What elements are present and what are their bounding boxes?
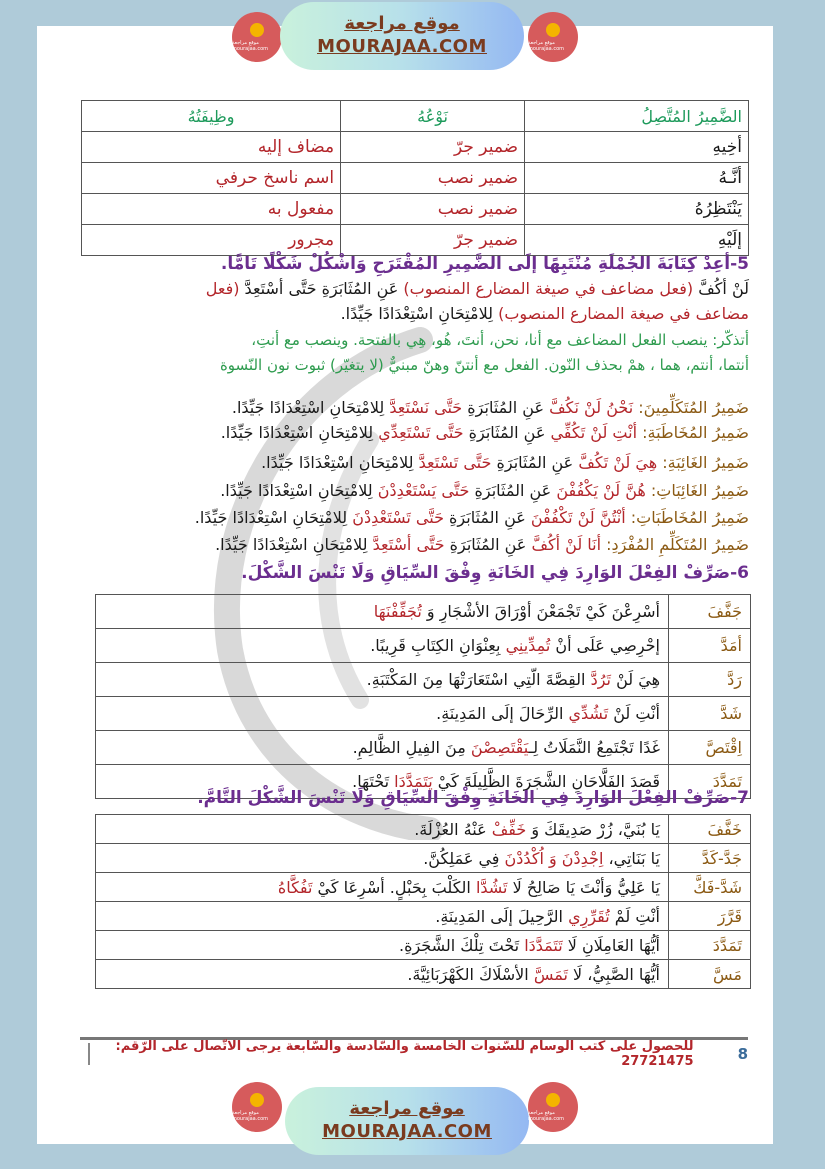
cell-sentence	[96, 844, 669, 873]
sentence-text: قَصَدَ الفَلَّاحَانِ الشَّجَرَةَ الظَّلِيلَةَ كَيْ	[432, 772, 660, 791]
cell-pronoun: أخِيهِ	[525, 132, 749, 163]
badge-text: موقع مراجعة mourajaa.com	[232, 39, 269, 52]
answer-verb: نَحْنُ لَنْ نَكُفَّ	[549, 398, 634, 417]
table-row	[96, 663, 751, 697]
exercise5-sentence-line1	[81, 278, 749, 300]
table-row	[96, 815, 751, 844]
answer-text: لِلامْتِحَانِ اسْتِعْدَادًا جَيِّدًا.	[215, 535, 373, 554]
cell-sentence	[96, 873, 669, 902]
sentence-text: أيُّهَا الصَّبِيُّ، لَا	[567, 964, 660, 984]
cell-pronoun: يَنْتَظِرُهُ	[525, 194, 749, 225]
table-row	[82, 163, 749, 194]
sentence-text: فِي عَمَلِكُنَّ.	[423, 848, 505, 868]
sentence-text: الأسْلَاكَ الكَهْرَبَائِيَّةَ.	[407, 964, 534, 984]
site-name-en: MOURAJAA.COM	[317, 36, 487, 57]
sentence-text: الكَلْبَ بِحَبْلٍ. أسْرِعَا كَيْ	[312, 877, 476, 897]
book-icon	[546, 1093, 560, 1107]
answer-verb: تَمَسَّ	[533, 964, 568, 984]
exercise6-table	[95, 594, 751, 799]
answer-label: ضَمِيرُ المُتَكَلِّمِينَ:	[633, 398, 749, 417]
reminder-line2: أنتما، أنتم، هما ، همْ بحذف النّون. الفعل مع أنتنّ وهنّ مبنيٌّ (لا يتغيّر) ثبوت نون النّسوة	[219, 356, 749, 374]
exercise6-title: 6-صَرِّفْ الفِعْلَ الوَارِدَ فِي الخَانَةِ وِفْقَ السِّيَاقِ وَلَا تَنْسَ الشَّكْلَ.	[241, 563, 749, 583]
sentence-text: أنْتِ لَنْ	[608, 704, 660, 723]
cell-sentence	[96, 697, 669, 731]
table-header-row	[82, 101, 749, 132]
answer-verb: هُنَّ لَنْ يَكْفُفْنَ	[556, 481, 646, 500]
badge-text: موقع مراجعة mourajaa.com	[232, 1109, 269, 1122]
site-logo-badge-left-bottom[interactable]	[232, 1082, 282, 1132]
footer-separator	[88, 1043, 90, 1065]
answer-verb: تُقَرِّرِي	[568, 906, 610, 926]
answer-line	[81, 534, 749, 556]
answer-line	[81, 507, 749, 529]
answer-verb: حَتَّى نَسْتَعِدَّ	[389, 398, 463, 417]
header-function: وظِيفَتُهُ	[82, 101, 341, 132]
exercise7-title: 7-صَرِّفْ الفِعْلَ الوَارِدَ فِي الخَانَةِ وِفْقَ السِّيَاقِ وَلَا تَنْسَ الشَّكْلَ التَّامَّ.	[197, 788, 749, 808]
cell-verb: شَدَّ	[669, 697, 751, 731]
table-row	[82, 132, 749, 163]
answer-text: عَنِ المُثَابَرَةِ	[462, 398, 550, 417]
answer-label: ضَمِيرُ الغَائِبَةِ:	[657, 453, 749, 472]
answer-label: ضَمِيرُ المُخَاطَبَاتِ:	[625, 508, 749, 527]
answer-verb: تَرُدَّ	[590, 670, 611, 689]
answer-verb: خَفِّفْ	[491, 819, 527, 839]
answer-label: ضَمِيرُ المُخَاطَبَةِ:	[637, 423, 749, 442]
cell-function: مفعول به	[82, 194, 341, 225]
cell-pronoun: أنَّـهُ	[525, 163, 749, 194]
page-number: 8	[737, 1045, 748, 1063]
cell-verb: مَسَّ	[669, 960, 751, 989]
answer-text: عَنِ المُثَابَرَةِ	[463, 423, 551, 442]
table-row	[96, 629, 751, 663]
sentence-text: الرَّحِيلَ إلَى المَدِينَةِ.	[435, 906, 569, 926]
sentence-text: لِلامْتِحَانِ اسْتِعْدَادًا جَيِّدًا.	[340, 304, 499, 323]
pronoun-table	[81, 100, 749, 256]
cell-sentence	[96, 931, 669, 960]
cell-sentence	[96, 595, 669, 629]
cell-verb: رَدَّ	[669, 663, 751, 697]
cell-function: اسم ناسخ حرفي	[82, 163, 341, 194]
book-icon	[546, 23, 560, 37]
cell-type: ضمير جرّ	[341, 225, 525, 256]
answer-verb: تُمِدِّينِي	[505, 636, 551, 655]
footer-contact-text: للحصول على كتب الوسام للسّنوات الخامسة والسّادسة والسّابعة يرجى الاتّصال على الرّقم: 27721475	[115, 1039, 694, 1069]
table-row	[96, 697, 751, 731]
table-row	[96, 960, 751, 989]
site-logo-badge-right-bottom[interactable]	[528, 1082, 578, 1132]
answer-verb: هِيَ لَنْ تَكُفَّ	[578, 453, 658, 472]
cell-type: ضمير جرّ	[341, 132, 525, 163]
answer-verb: تُجَفِّفْنَهَا	[373, 602, 422, 621]
cell-verb: تَمَدَّدَ	[669, 765, 751, 799]
answer-verb: حَتَّى أسْتَعِدَّ	[372, 535, 445, 554]
table-row	[96, 731, 751, 765]
sentence-text: تَحْتَ تِلْكَ الشَّجَرَةِ.	[398, 935, 525, 955]
sentence-note: (فعل مضاعف في صيغة المضارع المنصوب)	[403, 279, 694, 298]
site-banner-bottom[interactable]	[285, 1087, 529, 1155]
answer-verb: اِجْدِدْنَ وَ اُكْدُدْنَ	[504, 848, 604, 868]
answer-label: ضَمِيرُ المُتَكَلِّمِ المُفْرَدِ:	[601, 535, 749, 554]
cell-verb: جَفَّفَ	[669, 595, 751, 629]
cell-sentence	[96, 629, 669, 663]
answer-verb: حَتَّى تَسْتَعْدِدْنَ	[352, 508, 444, 527]
answer-verb: تَشُدِّي	[568, 704, 609, 723]
answer-verb: يَقْتَصِصْنَ	[470, 738, 529, 757]
book-icon	[250, 1093, 264, 1107]
sentence-note: (فعل	[205, 279, 240, 298]
table-row	[82, 194, 749, 225]
exercise7-table	[95, 814, 751, 989]
sentence-text: بِعِنْوَانِ الكِتَابِ قَرِيبًا.	[370, 636, 506, 655]
reminder-line1: أتذكّر: ينصب الفعل المضاعف مع أنا، نحن، أنتَ، هُو، هِي بالفتحة. وينصب مع أنتِ،	[251, 331, 749, 349]
cell-verb: قَرَّرَ	[669, 902, 751, 931]
cell-verb: خَفَّفَ	[669, 815, 751, 844]
answer-verb: أنَا لَنْ أكُفَّ	[531, 535, 602, 554]
sentence-text: هِيَ لَنْ	[611, 670, 660, 689]
sentence-text: إحْرِصِي عَلَى أنْ	[550, 636, 660, 655]
cell-type: ضمير نصب	[341, 194, 525, 225]
answer-text: عَنِ المُثَابَرَةِ	[444, 535, 532, 554]
answer-verb: تَتَمَدَّدَا	[524, 935, 563, 955]
sentence-text: لَنْ أكُفَّ	[693, 279, 749, 298]
answer-text: لِلامْتِحَانِ اسْتِعْدَادًا جَيِّدًا.	[220, 423, 379, 442]
answer-verb: تَشُدَّا	[475, 877, 508, 897]
table-row	[96, 902, 751, 931]
answer-line	[81, 480, 749, 502]
header-pronoun: الضَّمِيرُ المُتَّصِلُ	[525, 101, 749, 132]
table-row	[96, 595, 751, 629]
site-name-en: MOURAJAA.COM	[322, 1121, 492, 1142]
page-footer	[80, 1039, 748, 1069]
sentence-note: مضاعف في صيغة المضارع المنصوب)	[498, 304, 749, 323]
answer-line	[81, 397, 749, 419]
table-row	[82, 225, 749, 256]
site-name-ar: موقع مراجعة	[344, 13, 460, 34]
answer-verb: أنْتِ لَنْ تَكُفِّي	[550, 423, 638, 442]
sentence-text: تَحْتَهَا.	[352, 772, 395, 791]
exercise5-sentence-line2	[81, 303, 749, 325]
table-row	[96, 873, 751, 902]
site-banner-top[interactable]	[280, 2, 524, 70]
cell-verb: شَدَّ-فَكَّ	[669, 873, 751, 902]
answer-verb: حَتَّى تَسْتَعِدِّي	[378, 423, 464, 442]
sentence-text: القِصَّةَ الّتِي اسْتَعَارَتْهَا مِنَ المَكْتَبَةِ.	[366, 670, 591, 689]
cell-verb: تَمَدَّدَ	[669, 931, 751, 960]
cell-sentence	[96, 731, 669, 765]
exercise5-title: 5-أعِدْ كِتَابَةَ الجُمْلَةِ مُنْتَبِهًا إلَى الضَّمِيرِ المُقْتَرَحِ وَاشْكُلْ شَكْلًا تَامًّا.	[220, 254, 749, 274]
badge-text: موقع مراجعة mourajaa.com	[528, 39, 565, 52]
answer-text: عَنِ المُثَابَرَةِ	[443, 508, 531, 527]
answer-verb: يَتَمَدَّدَا	[394, 772, 433, 791]
sentence-text: مِنَ الفِيلِ الظَّالِمِ.	[352, 738, 471, 757]
answer-verb: أنْتُنَّ لَنْ تَكْفُفْنَ	[530, 508, 626, 527]
sentence-text: يَا بُنَيَّ، زُرْ صَدِيقَكَ وَ	[526, 819, 660, 839]
answer-text: لِلامْتِحَانِ اسْتِعْدَادًا جَيِّدًا.	[231, 398, 390, 417]
badge-text: موقع مراجعة mourajaa.com	[528, 1109, 565, 1122]
answer-line	[81, 422, 749, 444]
answer-verb: حَتَّى يَسْتَعْدِدْنَ	[377, 481, 470, 500]
sentence-text: عَنِ المُثَابَرَةِ حَتَّى أسْتَعِدَّ	[239, 279, 404, 298]
sentence-text: أيُّهَا العَامِلَانِ لَا	[562, 935, 660, 955]
cell-sentence	[96, 815, 669, 844]
answer-label: ضَمِيرُ الغَائِبَاتِ:	[645, 481, 749, 500]
answer-text: عَنِ المُثَابَرَةِ	[469, 481, 557, 500]
sentence-text: أنْتِ لَمْ	[609, 906, 660, 926]
cell-sentence	[96, 960, 669, 989]
sentence-text: عَنْهُ العُزْلَةَ.	[414, 819, 492, 839]
sentence-text: أسْرِعْنَ كَيْ تَجْمَعْنَ أوْرَاقَ الأشْجَارِ وَ	[421, 602, 660, 621]
cell-function: مضاف إليه	[82, 132, 341, 163]
table-row	[96, 844, 751, 873]
sentence-text: الرِّحَالَ إلَى المَدِينَةِ.	[436, 704, 569, 723]
cell-pronoun: إلَيْهِ	[525, 225, 749, 256]
sentence-text: يَا عَلِيُّ وَأنْتَ يَا صَالِحُ لَا	[507, 877, 660, 897]
cell-verb: جَدَّ-كَدَّ	[669, 844, 751, 873]
answer-verb: حَتَّى تَسْتَعِدَّ	[418, 453, 492, 472]
cell-sentence	[96, 663, 669, 697]
site-name-ar: موقع مراجعة	[349, 1098, 465, 1119]
cell-function: مجرور	[82, 225, 341, 256]
answer-line	[81, 452, 749, 474]
answer-text: لِلامْتِحَانِ اسْتِعْدَادًا جَيِّدًا.	[194, 508, 353, 527]
answer-text: لِلامْتِحَانِ اسْتِعْدَادًا جَيِّدًا.	[261, 453, 419, 472]
answer-text: لِلامْتِحَانِ اسْتِعْدَادًا جَيِّدًا.	[220, 481, 378, 500]
header-type: نَوْعُهُ	[341, 101, 525, 132]
book-icon	[250, 23, 264, 37]
site-logo-badge-left[interactable]	[232, 12, 282, 62]
answer-verb: تَفُكَّاهُ	[277, 877, 313, 897]
answer-text: عَنِ المُثَابَرَةِ	[491, 453, 579, 472]
cell-verb: أمَدَّ	[669, 629, 751, 663]
sentence-text: يَا بَنَاتِي،	[603, 848, 660, 868]
site-logo-badge-right[interactable]	[528, 12, 578, 62]
cell-verb: اِقْتَصَّ	[669, 731, 751, 765]
sentence-text: غَدًا تَجْتَمِعُ النَّمَلَاتُ لِـ	[528, 738, 660, 757]
cell-sentence	[96, 902, 669, 931]
table-row	[96, 931, 751, 960]
cell-type: ضمير نصب	[341, 163, 525, 194]
